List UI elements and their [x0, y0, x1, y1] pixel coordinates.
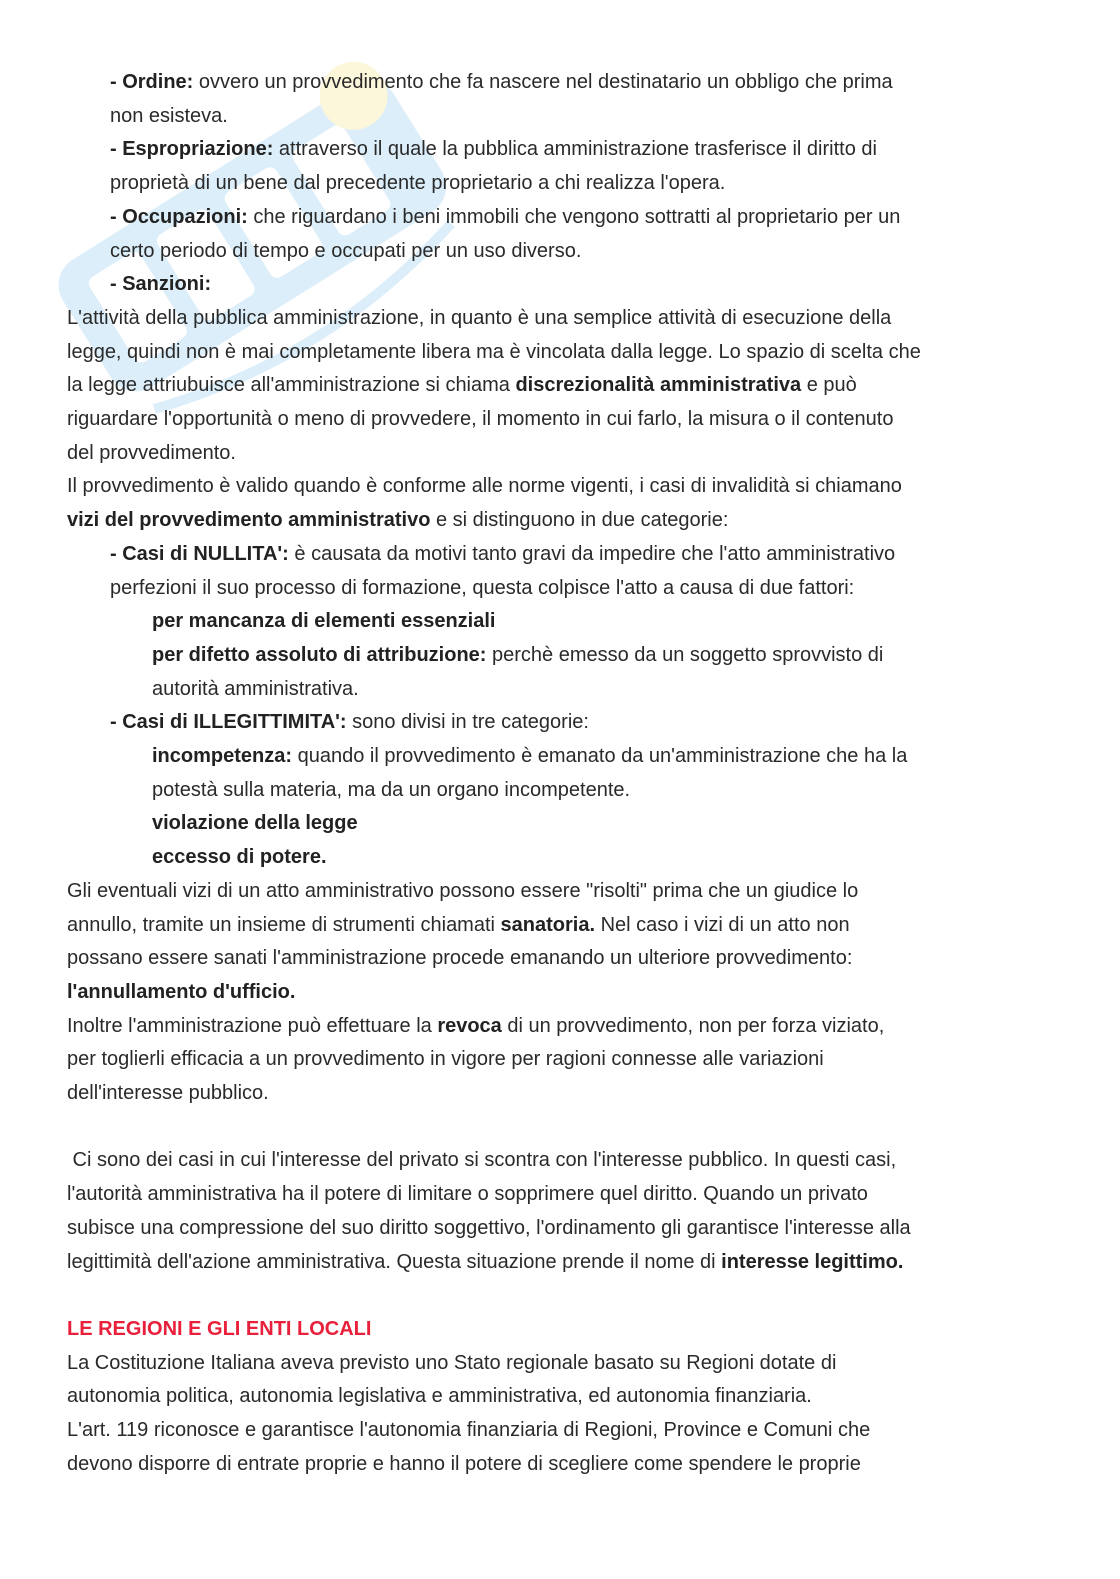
list-item-nullita: - Casi di NULLITA': è causata da motivi tanto gravi da impedire che l'atto amministrativo: [110, 542, 896, 565]
list-item-ordine-cont: non esisteva.: [110, 104, 228, 127]
paragraph-line: riguardare l'opportunità o meno di provvedere, il momento in cui farlo, la misura o il contenuto: [67, 408, 894, 431]
paragraph-line: subisce una compressione del suo diritto soggettivo, l'ordinamento gli garantisce l'interesse alla: [67, 1216, 911, 1239]
sub-item: eccesso di potere.: [152, 846, 327, 869]
paragraph-line: La Costituzione Italiana aveva previsto uno Stato regionale basato su Regioni dotate di: [67, 1351, 837, 1374]
sub-item-cont: potestà sulla materia, ma da un organo incompetente.: [152, 778, 631, 801]
paragraph-line: possano essere sanati l'amministrazione procede emanando un ulteriore provvedimento:: [67, 947, 853, 970]
list-item-occupazioni: - Occupazioni: che riguardano i beni immobili che vengono sottratti al proprietario per un: [110, 205, 901, 228]
list-item-nullita-cont: perfezioni il suo processo di formazione, questa colpisce l'atto a causa di due fattori:: [110, 576, 855, 599]
sub-item: per mancanza di elementi essenziali: [152, 610, 496, 633]
paragraph-line: la legge attriubuisce all'amministrazione si chiama discrezionalità amministrativa e può: [67, 374, 857, 397]
document-body: [67, 66, 1052, 1482]
list-item-sanzioni: - Sanzioni:: [110, 273, 212, 296]
paragraph-line: Gli eventuali vizi di un atto amministrativo possono essere "risolti" prima che un giudice lo: [67, 879, 859, 902]
list-item-occupazioni-cont: certo periodo di tempo e occupati per un uso diverso.: [110, 239, 582, 262]
paragraph-line: Inoltre l'amministrazione può effettuare la revoca di un provvedimento, non per forza viziato,: [67, 1014, 885, 1037]
paragraph-line: annullo, tramite un insieme di strumenti chiamati sanatoria. Nel caso i vizi di un atto non: [67, 913, 850, 936]
paragraph-line: L'attività della pubblica amministrazione, in quanto è una semplice attività di esecuzione della: [67, 306, 892, 329]
paragraph-line: legge, quindi non è mai completamente libera ma è vincolata dalla legge. Lo spazio di scelta che: [67, 340, 921, 363]
list-item-espropriazione: - Espropriazione: attraverso il quale la pubblica amministrazione trasferisce il diritto di: [110, 138, 877, 161]
list-item-ordine: - Ordine: ovvero un provvedimento che fa nascere nel destinatario un obbligo che prima: [110, 71, 893, 93]
sub-item-cont: autorità amministrativa.: [152, 677, 359, 700]
paragraph-line: del provvedimento.: [67, 441, 236, 464]
list-item-espropriazione-cont: proprietà di un bene dal precedente proprietario a chi realizza l'opera.: [110, 172, 726, 195]
list-item-illegittimita: - Casi di ILLEGITTIMITA': sono divisi in tre categorie:: [110, 711, 589, 734]
paragraph-line: l'annullamento d'ufficio.: [67, 980, 296, 1003]
paragraph-line: legittimità dell'azione amministrativa. Questa situazione prende il nome di interesse legittimo.: [67, 1250, 904, 1273]
section-heading: LE REGIONI E GLI ENTI LOCALI: [67, 1317, 372, 1340]
paragraph-line: per toglierli efficacia a un provvedimento in vigore per ragioni connesse alle variazioni: [67, 1048, 824, 1071]
paragraph-line: dell'interesse pubblico.: [67, 1082, 269, 1105]
sub-item: violazione della legge: [152, 812, 358, 835]
paragraph-line: devono disporre di entrate proprie e hanno il potere di scegliere come spendere le proprie: [67, 1452, 861, 1475]
sub-item: incompetenza: quando il provvedimento è emanato da un'amministrazione che ha la: [152, 745, 908, 768]
sub-item: per difetto assoluto di attribuzione: perchè emesso da un soggetto sprovvisto di: [152, 643, 884, 666]
paragraph-line: L'art. 119 riconosce e garantisce l'autonomia finanziaria di Regioni, Province e Comuni che: [67, 1419, 871, 1442]
paragraph-line: Il provvedimento è valido quando è conforme alle norme vigenti, i casi di invalidità si chiamano: [67, 475, 902, 498]
paragraph-line: autonomia politica, autonomia legislativa e amministrativa, ed autonomia finanziaria.: [67, 1385, 812, 1408]
paragraph-line: vizi del provvedimento amministrativo e si distinguono in due categorie:: [67, 509, 729, 532]
paragraph-line: l'autorità amministrativa ha il potere di limitare o sopprimere quel diritto. Quando un privato: [67, 1183, 868, 1206]
paragraph-line: Ci sono dei casi in cui l'interesse del privato si scontra con l'interesse pubblico. In questi casi,: [67, 1149, 897, 1172]
